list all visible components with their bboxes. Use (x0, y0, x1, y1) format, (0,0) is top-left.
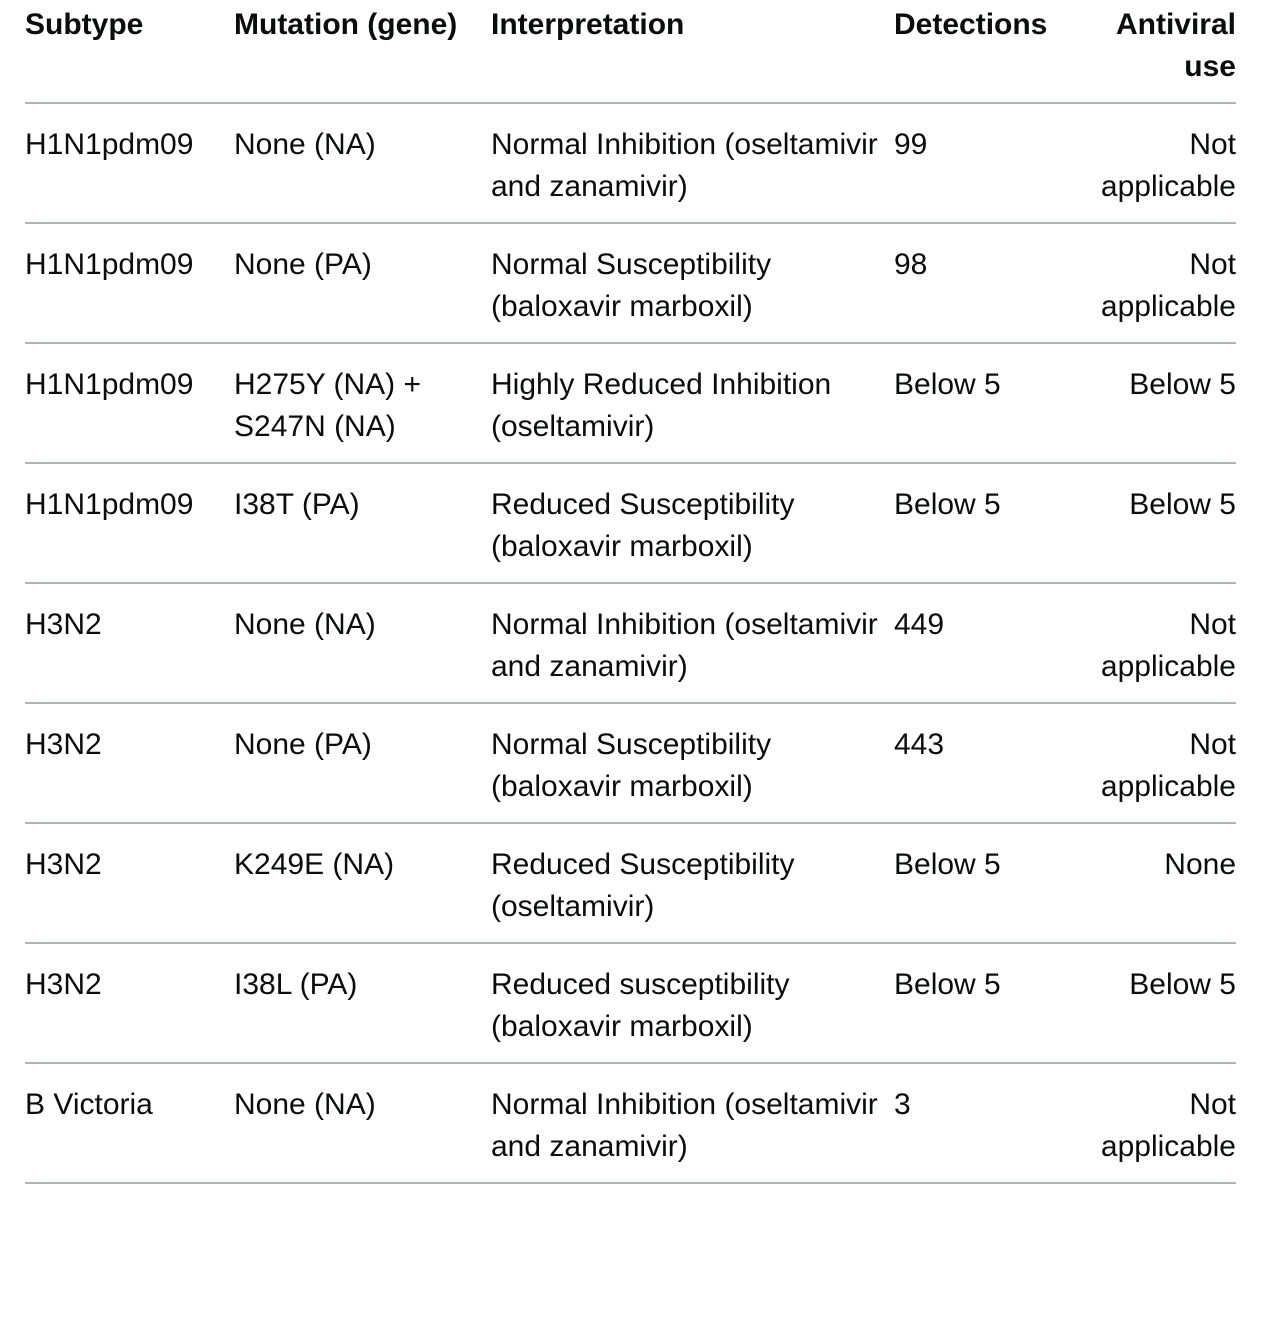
cell-interpretation: Reduced susceptibility (baloxavir marboxil) (491, 943, 894, 1063)
table-row (25, 103, 1236, 223)
cell-interpretation: Normal Inhibition (oseltamivir and zanamivir) (491, 103, 894, 223)
cell-subtype: H3N2 (25, 703, 234, 823)
table-row (25, 943, 1236, 1063)
cell-interpretation: Reduced Susceptibility (baloxavir marboxil) (491, 463, 894, 583)
cell-mutation: None (NA) (234, 1063, 491, 1183)
table-row (25, 1063, 1236, 1183)
table-row (25, 823, 1236, 943)
cell-mutation: None (PA) (234, 703, 491, 823)
cell-interpretation: Normal Susceptibility (baloxavir marboxil) (491, 703, 894, 823)
header-antiviral-use: Antiviral use (1090, 0, 1236, 103)
cell-interpretation: Reduced Susceptibility (oseltamivir) (491, 823, 894, 943)
cell-detections: Below 5 (894, 343, 1090, 463)
cell-subtype: H3N2 (25, 943, 234, 1063)
cell-antiviral-use: Below 5 (1090, 343, 1236, 463)
cell-interpretation: Normal Susceptibility (baloxavir marboxil) (491, 223, 894, 343)
cell-antiviral-use: Not applicable (1090, 223, 1236, 343)
cell-subtype: H1N1pdm09 (25, 463, 234, 583)
cell-subtype: H3N2 (25, 583, 234, 703)
cell-detections: Below 5 (894, 823, 1090, 943)
cell-antiviral-use: None (1090, 823, 1236, 943)
header-detections: Detections (894, 0, 1090, 103)
cell-detections: 3 (894, 1063, 1090, 1183)
cell-subtype: H1N1pdm09 (25, 343, 234, 463)
table-row (25, 463, 1236, 583)
cell-subtype: H1N1pdm09 (25, 223, 234, 343)
table-header (25, 0, 1236, 103)
cell-antiviral-use: Below 5 (1090, 463, 1236, 583)
table-row (25, 343, 1236, 463)
cell-mutation: I38L (PA) (234, 943, 491, 1063)
header-subtype: Subtype (25, 0, 234, 103)
antiviral-susceptibility-table (25, 0, 1236, 1184)
header-row (25, 0, 1236, 103)
cell-interpretation: Highly Reduced Inhibition (oseltamivir) (491, 343, 894, 463)
header-mutation: Mutation (gene) (234, 0, 491, 103)
cell-subtype: B Victoria (25, 1063, 234, 1183)
cell-detections: 449 (894, 583, 1090, 703)
table-body (25, 103, 1236, 1183)
cell-mutation: H275Y (NA) + S247N (NA) (234, 343, 491, 463)
cell-mutation: None (NA) (234, 103, 491, 223)
cell-mutation: None (NA) (234, 583, 491, 703)
cell-subtype: H1N1pdm09 (25, 103, 234, 223)
cell-subtype: H3N2 (25, 823, 234, 943)
table-row (25, 223, 1236, 343)
table-row (25, 703, 1236, 823)
cell-detections: Below 5 (894, 463, 1090, 583)
cell-detections: 98 (894, 223, 1090, 343)
table-row (25, 583, 1236, 703)
cell-interpretation: Normal Inhibition (oseltamivir and zanamivir) (491, 1063, 894, 1183)
cell-mutation: I38T (PA) (234, 463, 491, 583)
cell-detections: 443 (894, 703, 1090, 823)
cell-mutation: K249E (NA) (234, 823, 491, 943)
cell-detections: 99 (894, 103, 1090, 223)
header-interpretation: Interpretation (491, 0, 894, 103)
cell-mutation: None (PA) (234, 223, 491, 343)
cell-antiviral-use: Below 5 (1090, 943, 1236, 1063)
cell-detections: Below 5 (894, 943, 1090, 1063)
cell-antiviral-use: Not applicable (1090, 103, 1236, 223)
cell-antiviral-use: Not applicable (1090, 703, 1236, 823)
cell-antiviral-use: Not applicable (1090, 583, 1236, 703)
cell-interpretation: Normal Inhibition (oseltamivir and zanamivir) (491, 583, 894, 703)
cell-antiviral-use: Not applicable (1090, 1063, 1236, 1183)
